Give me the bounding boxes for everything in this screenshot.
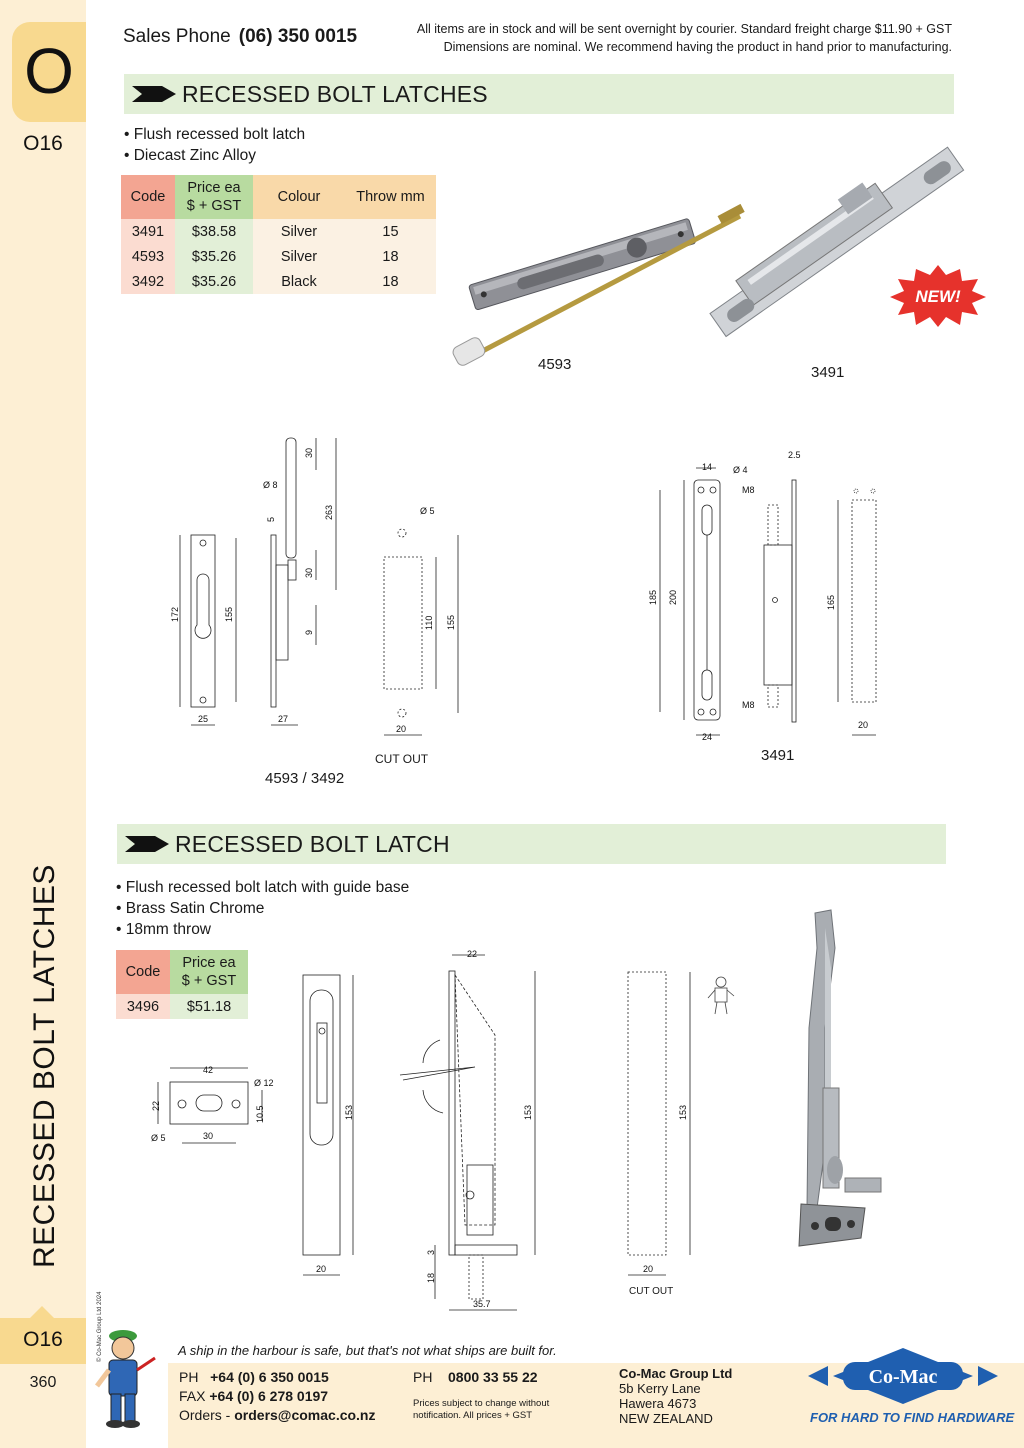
fax-value[interactable]: +64 (0) 6 278 0197 [209,1388,329,1404]
dim-20: 20 [396,724,407,734]
mascot-sketch-icon [706,972,736,1016]
mascot-illustration [93,1328,161,1428]
freight-line-2: Dimensions are nominal. We recommend having the product in hand prior to manufacturing. [443,40,952,54]
photo-label-4593: 4593 [538,356,572,373]
dim-2-5: 2.5 [788,450,801,460]
sales-number[interactable]: (06) 350 0015 [238,26,358,47]
dim-110: 110 [424,615,434,630]
price-header-line2: $ + GST [181,973,237,989]
product-photo-4593 [450,200,750,380]
section-code-bottom: O16 [23,1328,63,1351]
section-code-top: O16 [23,132,63,155]
feature-item: • Flush recessed bolt latch with guide base [116,879,410,896]
section-tab [12,22,86,122]
company-name: Co-Mac Group Ltd [619,1366,733,1381]
cell-colour: Silver [253,219,345,244]
dim-d8: Ø 8 [263,480,278,490]
section-banner-2 [117,824,946,864]
dim-185: 185 [648,589,658,605]
company-address [619,1366,732,1426]
footer-orders [179,1406,376,1425]
address-line-2: Hawera 4673 [619,1396,697,1411]
address-line-1: 5b Kerry Lane [619,1381,701,1396]
section-title-1: RECESSED BOLT LATCHES [182,81,488,107]
dim-m8a: M8 [742,485,755,495]
footer-freephone [413,1368,538,1387]
cell-price: $35.26 [175,269,253,294]
dim-3: 3 [426,1249,436,1255]
table-row [121,244,436,269]
note-line-1: Prices subject to change without [413,1398,550,1409]
photo-label-3491: 3491 [811,364,845,381]
ph-value[interactable]: +64 (0) 6 350 0015 [210,1369,329,1385]
cell-code: 4593 [121,244,175,269]
price-note [413,1398,549,1422]
dim-155: 155 [224,606,234,622]
footer-phone [179,1368,329,1387]
drawing-label-4593-3492: 4593 / 3492 [265,770,345,787]
sidebar [0,0,86,1448]
dim-22: 22 [151,1100,161,1111]
table-row [121,269,436,294]
feature-item: • Brass Satin Chrome [116,900,265,917]
feature-item: • Flush recessed bolt latch [124,126,306,143]
table-row [121,219,436,244]
cell-price: $51.18 [170,994,248,1019]
dim-153c: 153 [678,1104,688,1120]
orders-label: Orders - [179,1407,235,1423]
cutout-label-b: CUT OUT [629,1286,674,1297]
cell-throw: 18 [345,244,436,269]
address-line-3: NEW ZEALAND [619,1411,713,1426]
cell-price: $35.26 [175,244,253,269]
dim-20d: 20 [643,1264,654,1274]
footer-quote: A ship in the harbour is safe, but that's not what ships are built for. [178,1343,557,1358]
dim-d5: Ø 5 [420,506,435,516]
feature-list-1 [124,124,305,166]
badge-text: NEW! [915,287,961,306]
cell-price: $38.58 [175,219,253,244]
dim-153a: 153 [344,1104,354,1120]
cell-colour: Silver [253,244,345,269]
col-header-colour: Colour [253,175,345,219]
drawing-label-3491: 3491 [761,747,795,764]
orders-email[interactable]: orders@comac.co.nz [234,1407,376,1423]
dim-m8b: M8 [742,700,755,710]
dim-27: 27 [278,714,289,724]
dim-263: 263 [324,504,334,520]
col-header-code: Code [116,950,170,994]
fax-label: FAX [179,1388,206,1404]
dim-9: 9 [304,629,314,635]
section-banner-1 [124,74,954,114]
copyright: © Co-Mac Group Ltd 2024 [97,1291,103,1362]
vertical-section-title: RECESSED BOLT LATCHES [28,864,61,1268]
tagline: FOR HARD TO FIND HARDWARE [810,1410,1015,1425]
sales-label: Sales Phone [123,26,231,47]
feature-item: • 18mm throw [116,921,212,938]
new-badge [890,265,986,327]
price-header-line1: Price ea [187,180,241,196]
freight-line-1: All items are in stock and will be sent overnight by courier. Standard freight charge $11.90 + GST [416,22,952,36]
freight-note [352,20,952,56]
dim-153b: 153 [523,1104,533,1120]
note-line-2: notification. All prices + GST [413,1410,533,1421]
dim-24: 24 [702,732,713,742]
cutout-label-a: CUT OUT [375,752,429,766]
product-photo-3496 [795,908,895,1253]
dim-30a: 30 [304,447,314,458]
dim-42: 42 [203,1065,214,1075]
dim-10-5: 10.5 [255,1105,265,1123]
dim-d4: Ø 4 [733,465,748,475]
technical-drawing-4593-3492 [160,430,480,760]
technical-drawing-3491 [640,450,890,750]
col-header-price [175,175,253,219]
ph2-label: PH [413,1369,433,1385]
dim-20b: 20 [858,720,869,730]
cell-code: 3496 [116,994,170,1019]
cell-code: 3492 [121,269,175,294]
dim-35-7: 35.7 [473,1299,491,1309]
section-title-2: RECESSED BOLT LATCH [175,831,450,857]
dim-165: 165 [826,594,836,610]
dim-d5b: Ø 5 [151,1133,166,1143]
dim-18: 18 [426,1272,436,1283]
dim-14: 14 [702,462,713,472]
sales-phone [123,26,357,48]
footer-fax [179,1387,328,1406]
price-header-line1: Price ea [182,955,236,971]
col-header-throw: Throw mm [345,175,436,219]
feature-list-2 [116,877,409,940]
page-number: 360 [29,1374,57,1391]
dim-20c: 20 [316,1264,327,1274]
dim-5: 5 [266,516,276,522]
arrow-icon [125,836,169,852]
dim-30: 30 [203,1131,214,1141]
dim-d12: Ø 12 [254,1078,274,1088]
dim-155b: 155 [446,614,456,630]
cell-throw: 18 [345,269,436,294]
cell-throw: 15 [345,219,436,244]
section-letter: O [24,35,74,107]
dim-172: 172 [170,606,180,622]
cell-colour: Black [253,269,345,294]
dim-22b: 22 [467,949,478,959]
dim-200: 200 [668,589,678,605]
arrow-icon [132,86,176,102]
logo-text: Co-Mac [868,1366,938,1388]
ph-label: PH [179,1369,199,1385]
ph2-value[interactable]: 0800 33 55 22 [448,1369,538,1385]
dim-30b: 30 [304,567,314,578]
feature-item: • Diecast Zinc Alloy [124,147,257,164]
price-header-line2: $ + GST [186,198,242,214]
col-header-code: Code [121,175,175,219]
price-table-1 [121,175,436,294]
cell-code: 3491 [121,219,175,244]
dim-25: 25 [198,714,209,724]
technical-drawing-3496 [145,945,705,1315]
